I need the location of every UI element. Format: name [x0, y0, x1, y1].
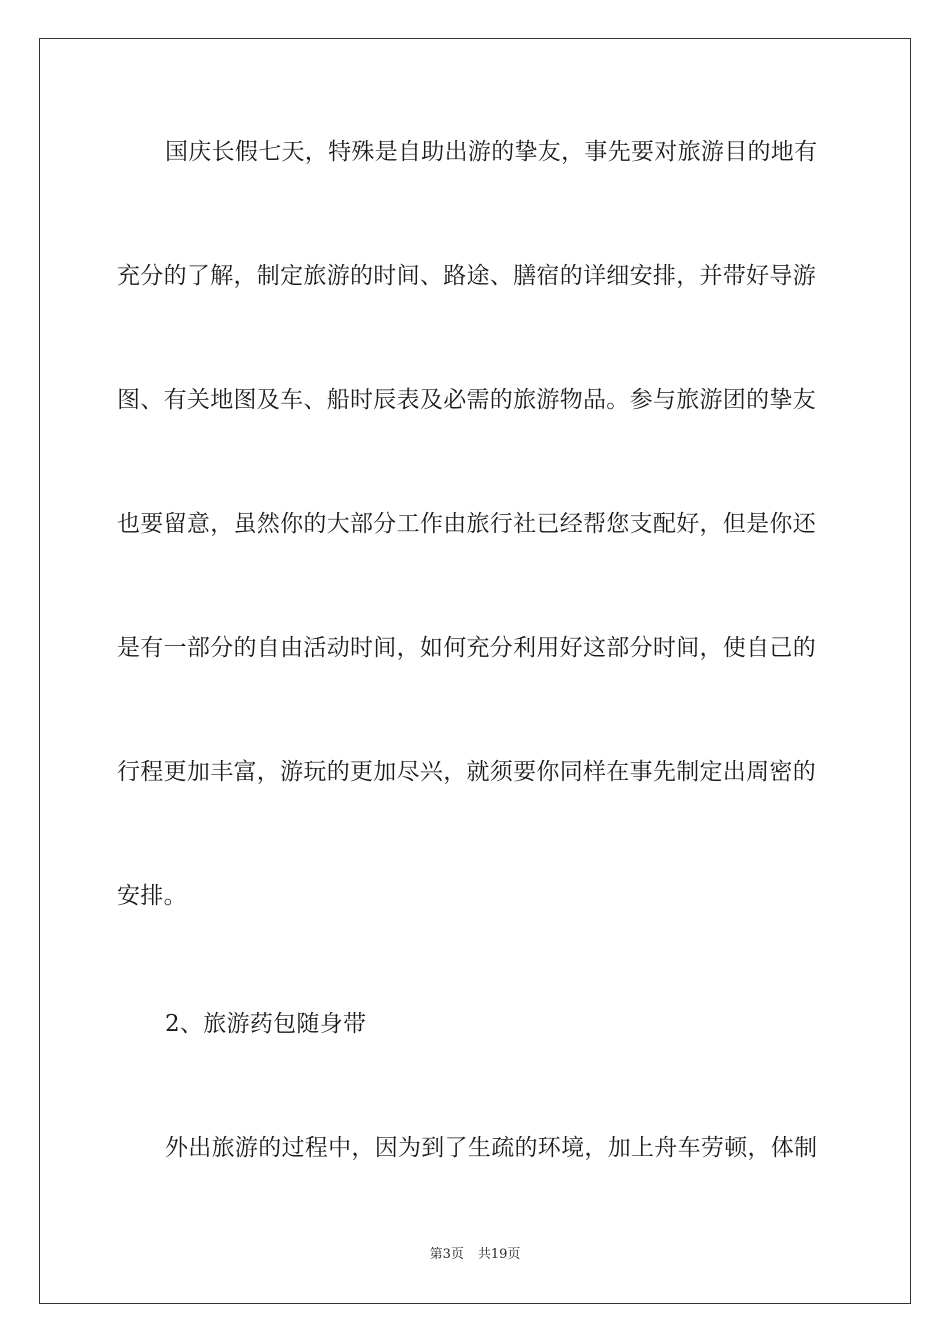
page-number: 第3页 [429, 1247, 464, 1262]
page-footer [0, 1246, 950, 1264]
paragraph-line: 国庆长假七天，特殊是自助出游的挚友，事先要对旅游目的地有 [165, 139, 818, 165]
paragraph-line: 是有一部分的自由活动时间，如何充分利用好这部分时间，使自己的 [117, 635, 816, 661]
paragraph-line: 充分的了解，制定旅游的时间、路途、膳宿的详细安排，并带好导游 [117, 263, 816, 289]
paragraph-line: 行程更加丰富，游玩的更加尽兴，就须要你同样在事先制定出周密的 [117, 759, 816, 785]
paragraph-line: 图、有关地图及车、船时辰表及必需的旅游物品。参与旅游团的挚友 [117, 387, 816, 413]
paragraph-line: 安排。 [117, 883, 187, 909]
paragraph-line: 也要留意，虽然你的大部分工作由旅行社已经帮您支配好，但是你还 [117, 511, 816, 537]
section-heading: 2、旅游药包随身带 [165, 1011, 367, 1037]
page-border [39, 38, 911, 1304]
paragraph-line: 外出旅游的过程中，因为到了生疏的环境，加上舟车劳顿，体制 [165, 1135, 818, 1161]
page-total: 共19页 [477, 1247, 521, 1262]
